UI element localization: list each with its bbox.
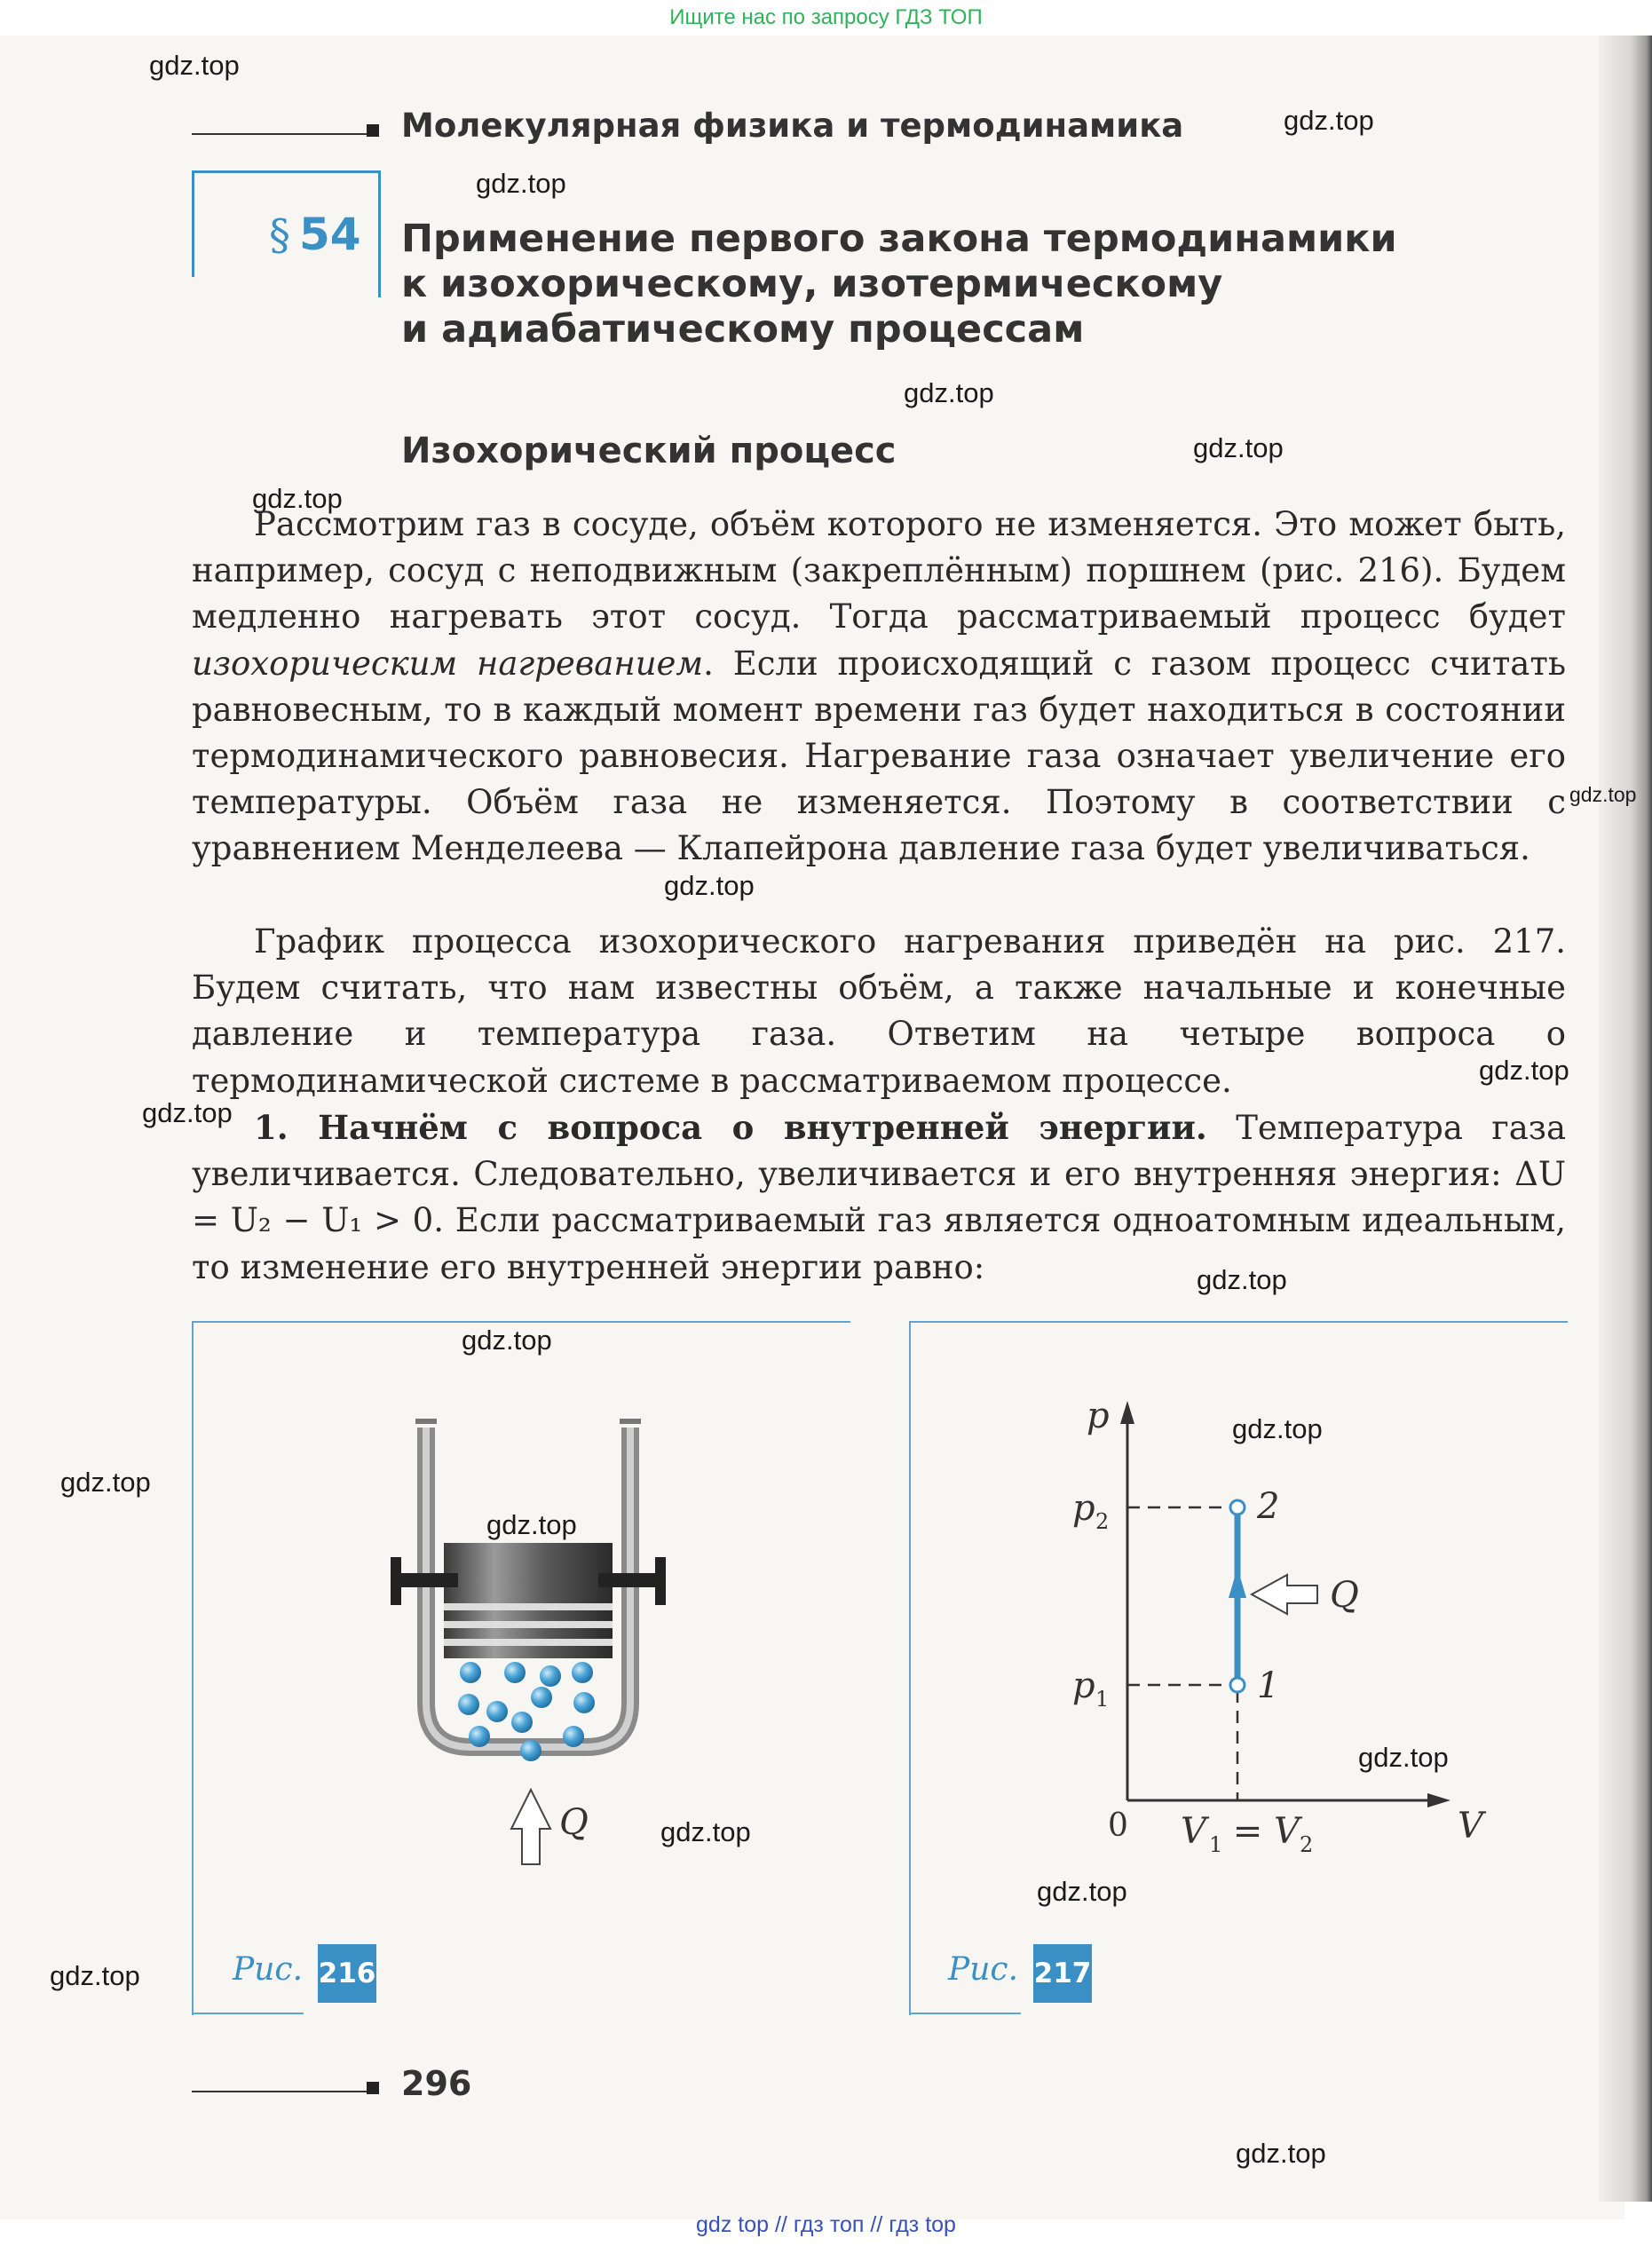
gas-molecule: [460, 1662, 481, 1683]
paragraph-2: [192, 919, 1566, 1104]
gas-molecule: [469, 1726, 490, 1747]
chart-point-2: [1230, 1500, 1245, 1515]
chart-p2-label: p: [1072, 1488, 1095, 1529]
watermark: gdz.top: [476, 168, 566, 199]
gas-molecule: [572, 1662, 593, 1683]
chart-point-1: [1230, 1678, 1245, 1692]
chart-x-axis-label: V: [1458, 1806, 1483, 1847]
p3-text-b: . Если рассматриваемый газ является одноатомным идеальным, то изменение его внутренней энергии равно:: [192, 1201, 1566, 1286]
paragraph-1: [192, 502, 1566, 873]
chart-heat-arrow-icon: [1252, 1575, 1317, 1614]
page-number: 296: [401, 2064, 472, 2103]
watermark: gdz.top: [660, 1816, 751, 1847]
chart-p1-subscript: 1: [1095, 1687, 1110, 1712]
figure-216-number: 216: [318, 1944, 376, 2003]
chart-p1-label: p: [1072, 1665, 1095, 1706]
p1-text-b: . Если происходящий с газом процесс считать равновесным, то в каждый момент времени газ будет находиться в состоянии термодинамического равновесия. Нагревание газа означает увеличение его температуры. Объём газа не изменяется. Поэтому в соответствии с уравнением Менделеева — Клапейрона давление газа будет увеличиваться.: [192, 644, 1566, 868]
chart-x-axis-arrow: [1427, 1793, 1450, 1807]
gas-molecule: [486, 1701, 508, 1722]
subheading: Изохорический процесс: [401, 431, 897, 471]
header-bullet: [367, 124, 379, 137]
chart-point-2-label: 2: [1257, 1486, 1280, 1527]
section-title-line: к изохорическому, изотермическому: [401, 262, 1223, 306]
chart-v2-subscript: 2: [1300, 1832, 1314, 1857]
figure-217-caption: Рис.: [948, 1951, 1019, 1988]
watermark: gdz.top: [1197, 1264, 1287, 1295]
chart-heat-label: Q: [1330, 1575, 1359, 1616]
figure-216-vessel-drawing: [192, 1321, 849, 2049]
watermark: gdz.top: [1358, 1742, 1449, 1773]
watermark: gdz.top: [664, 870, 755, 901]
footer-bullet: [367, 2082, 379, 2094]
book-spine-shadow: [1599, 36, 1652, 2202]
section-title: [401, 217, 1422, 352]
watermark: gdz.top: [60, 1467, 151, 1498]
chart-origin-label: 0: [1108, 1807, 1128, 1844]
watermark: gdz.top: [149, 50, 240, 81]
section-box-left: [192, 170, 194, 277]
gas-molecule: [520, 1740, 541, 1761]
section-number: [269, 209, 361, 260]
footer-rule: [192, 2091, 369, 2092]
gas-molecule: [531, 1687, 552, 1708]
chart-y-axis-label: p: [1087, 1396, 1110, 1436]
watermark: gdz.top: [50, 1960, 140, 1991]
p1-text-a: Рассмотрим газ в сосуде, объём которого не изменяется. Это может быть, например, сосуд с неподвижным (закреплённым) поршнем (рис. 216). Будем медленно нагревать этот сосуд. Тогда рассматриваемый процесс будет: [192, 505, 1566, 637]
figure-217-number: 217: [1033, 1944, 1092, 2003]
watermark: gdz.top: [1479, 1055, 1569, 1086]
figure-216-caption: Рис.: [233, 1951, 304, 1988]
watermark: gdz.top: [252, 483, 343, 514]
top-banner[interactable]: Ищите нас по запросу ГДЗ ТОП: [669, 5, 983, 29]
watermark: gdz.top: [1236, 2138, 1326, 2169]
chart-p2-subscript: 2: [1095, 1509, 1110, 1534]
watermark: gdz.top: [904, 377, 994, 408]
section-title-line: и адиабатическому процессам: [401, 307, 1085, 352]
chart-v1-subscript: 1: [1209, 1832, 1223, 1857]
chart-process-arrow-icon: [1229, 1568, 1246, 1598]
section-title-line: Применение первого закона термодинамики: [401, 217, 1397, 261]
figure-217-pv-chart: [909, 1321, 1566, 2049]
p3-formula: ΔU = U₂ − U₁ > 0: [192, 1155, 1566, 1240]
watermark: gdz.top: [1193, 432, 1284, 463]
heat-arrow-icon: [511, 1790, 550, 1864]
header-rule: [192, 133, 369, 135]
paragraph-3: [192, 1104, 1566, 1291]
p3-bold: 1. Начнём с вопроса о внутренней энергии.: [254, 1108, 1207, 1147]
gas-molecule: [573, 1692, 595, 1713]
p2-text: График процесса изохорического нагревания приведён на рис. 217. Будем считать, что нам известны объём, а также начальные и конечные давление и температура газа. Ответим на четыре вопроса о термодинамической системе в рассматриваемом процессе.: [192, 922, 1566, 1100]
section-symbol: §: [269, 210, 290, 260]
watermark: gdz.top: [1569, 783, 1637, 806]
gas-molecule: [458, 1694, 479, 1715]
fig216-heat-label: Q: [559, 1802, 589, 1843]
bottom-banner[interactable]: gdz top // гдз топ // гдз top: [696, 2212, 956, 2237]
p1-emphasis: изохорическим нагреванием: [192, 644, 704, 683]
chart-y-axis-arrow: [1120, 1401, 1134, 1424]
watermark: gdz.top: [1284, 105, 1374, 136]
watermark: gdz.top: [462, 1325, 552, 1356]
running-head: Молекулярная физика и термодинамика: [401, 107, 1184, 145]
gas-molecule: [504, 1662, 526, 1683]
chart-v1-label: V: [1181, 1811, 1206, 1852]
watermark: gdz.top: [1232, 1413, 1323, 1444]
watermark: gdz.top: [142, 1097, 233, 1128]
gas-molecule: [511, 1712, 533, 1733]
watermark: gdz.top: [486, 1509, 577, 1540]
gas-molecule: [540, 1665, 561, 1687]
section-num-value: 54: [299, 209, 361, 260]
chart-point-1-label: 1: [1257, 1665, 1280, 1706]
gas-molecule: [563, 1726, 584, 1747]
p3-text-a: Температура газа увеличивается. Следовательно, увеличивается и его внутренняя энергия:: [192, 1109, 1566, 1194]
watermark: gdz.top: [1037, 1876, 1127, 1907]
chart-v2-label: = V: [1221, 1811, 1300, 1852]
